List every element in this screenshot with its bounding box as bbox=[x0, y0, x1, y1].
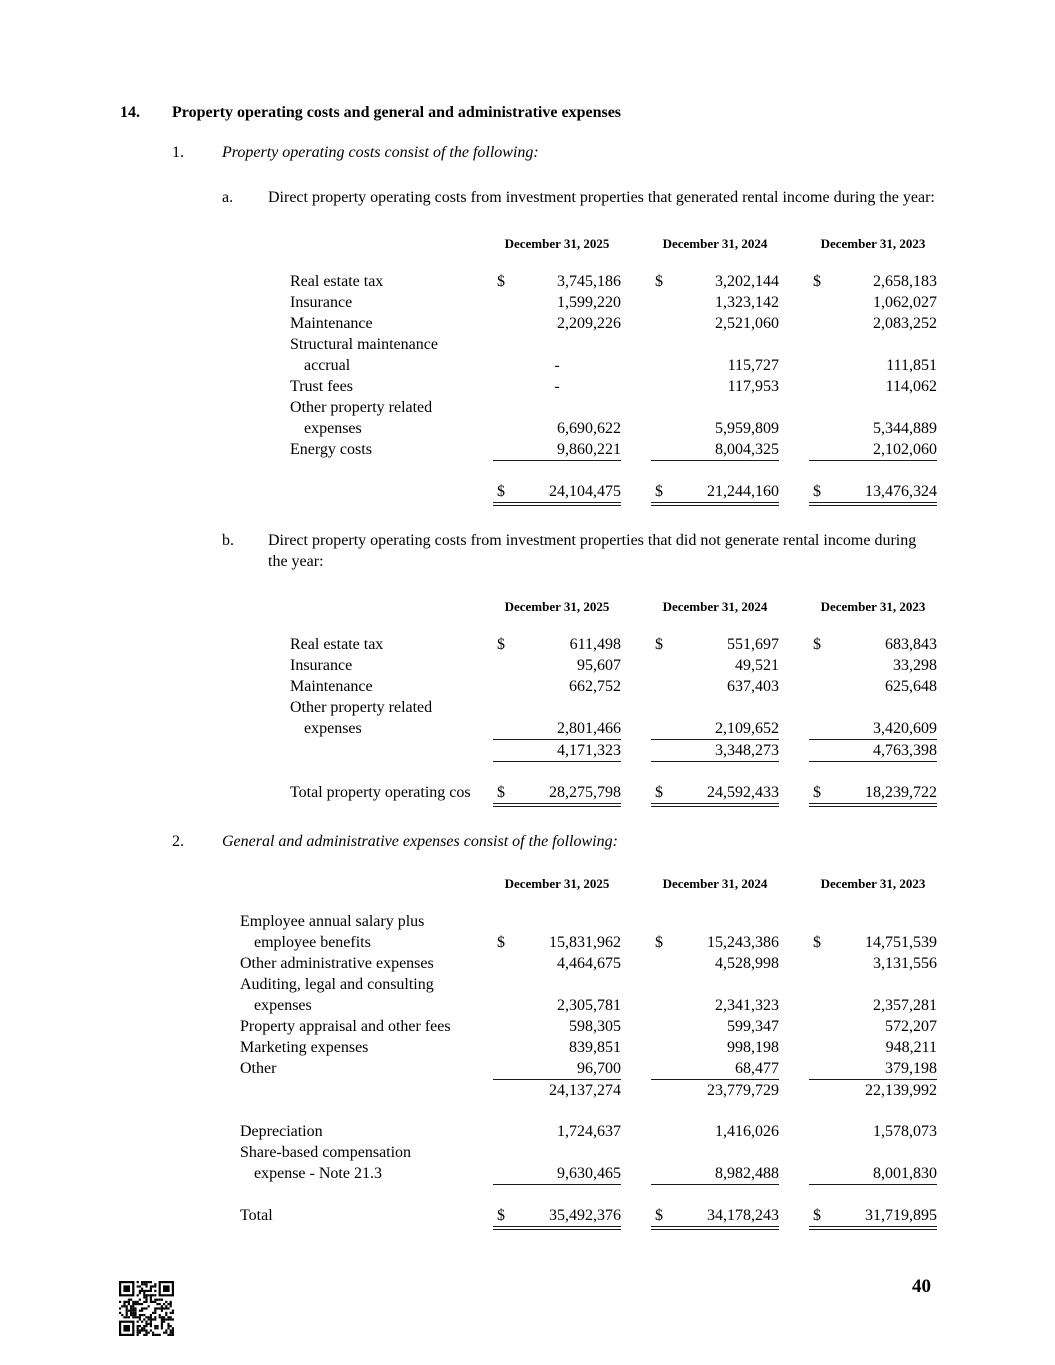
table-non-rental-costs bbox=[290, 596, 1055, 807]
amount-value: 111,851 bbox=[886, 357, 937, 374]
value-cell bbox=[651, 376, 779, 397]
list-letter: b. bbox=[222, 532, 234, 549]
list-item-2 bbox=[172, 831, 1055, 852]
value-cell bbox=[493, 418, 621, 439]
value-cell bbox=[493, 376, 621, 397]
row-label: expenses bbox=[254, 997, 312, 1014]
table-row bbox=[290, 634, 1055, 655]
value-cell bbox=[809, 439, 937, 461]
value-cell bbox=[809, 1080, 937, 1101]
amount-value: 95,607 bbox=[577, 657, 621, 674]
amount-value: 8,001,830 bbox=[873, 1165, 937, 1182]
amount-value: 2,521,060 bbox=[715, 315, 779, 332]
value-cell bbox=[493, 995, 621, 1016]
table-row bbox=[240, 1205, 1055, 1230]
value-cell bbox=[493, 655, 621, 676]
amount-value: 1,062,027 bbox=[873, 294, 937, 311]
amount-value: 9,860,221 bbox=[557, 441, 621, 458]
row-label: Insurance bbox=[290, 294, 353, 311]
amount-value: 598,305 bbox=[569, 1018, 621, 1035]
value-cell bbox=[493, 313, 621, 334]
value-cell bbox=[651, 355, 779, 376]
amount-value: 22,139,992 bbox=[865, 1082, 937, 1099]
amount-value: 3,202,144 bbox=[715, 273, 779, 290]
amount-value: 15,243,386 bbox=[707, 934, 779, 951]
table-row bbox=[240, 1142, 1055, 1163]
row-label: Share-based compensation bbox=[240, 1144, 412, 1161]
value-cell bbox=[651, 271, 779, 292]
amount-value: 2,109,652 bbox=[715, 720, 779, 737]
list-item-text: Direct property operating costs from investment properties that did not generate rental income during the year: bbox=[268, 532, 917, 570]
amount-value: 4,171,323 bbox=[557, 742, 621, 759]
amount-value: 35,492,376 bbox=[549, 1207, 621, 1224]
amount-value: 24,104,475 bbox=[549, 483, 621, 500]
value-cell bbox=[651, 1016, 779, 1037]
value-cell bbox=[809, 995, 937, 1016]
amount-value: 8,982,488 bbox=[715, 1165, 779, 1182]
amount-value: 2,102,060 bbox=[873, 441, 937, 458]
value-cell bbox=[651, 418, 779, 439]
amount-value: 599,347 bbox=[727, 1018, 779, 1035]
table-row bbox=[240, 995, 1055, 1016]
value-cell bbox=[809, 313, 937, 334]
value-cell bbox=[809, 355, 937, 376]
amount-value: 1,416,026 bbox=[715, 1123, 779, 1140]
row-label: accrual bbox=[304, 357, 351, 374]
row-label: Trust fees bbox=[290, 378, 353, 395]
column-header: December 31, 2024 bbox=[662, 236, 768, 251]
value-cell bbox=[493, 1163, 621, 1185]
column-header: December 31, 2023 bbox=[820, 236, 926, 251]
table-header-row bbox=[290, 233, 1055, 254]
currency-symbol: $ bbox=[497, 1207, 505, 1224]
section-heading bbox=[120, 104, 1055, 122]
table-row bbox=[290, 355, 1055, 376]
page-footer bbox=[0, 1276, 1055, 1336]
amount-value: 21,244,160 bbox=[707, 483, 779, 500]
page-number: 40 bbox=[912, 1276, 931, 1297]
table-row bbox=[240, 1016, 1055, 1037]
row-label: Auditing, legal and consulting bbox=[240, 976, 434, 993]
table-row bbox=[290, 418, 1055, 439]
column-header: December 31, 2024 bbox=[662, 876, 768, 891]
row-label: Maintenance bbox=[290, 678, 373, 695]
value-cell bbox=[651, 1058, 779, 1080]
value-cell bbox=[651, 1037, 779, 1058]
currency-symbol: $ bbox=[655, 273, 663, 290]
value-cell bbox=[493, 1037, 621, 1058]
amount-value: 3,745,186 bbox=[557, 273, 621, 290]
table-row bbox=[290, 481, 1055, 506]
amount-value: 611,498 bbox=[569, 636, 621, 653]
list-item-text: General and administrative expenses consist of the following: bbox=[222, 833, 618, 850]
list-item-text: Property operating costs consist of the following: bbox=[222, 144, 539, 161]
amount-value: 9,630,465 bbox=[557, 1165, 621, 1182]
column-header: December 31, 2025 bbox=[504, 236, 610, 251]
table-row bbox=[240, 932, 1055, 953]
currency-symbol: $ bbox=[655, 483, 663, 500]
amount-value: 5,344,889 bbox=[873, 420, 937, 437]
row-label: Marketing expenses bbox=[240, 1039, 369, 1056]
value-cell bbox=[809, 481, 937, 506]
value-cell bbox=[809, 1121, 937, 1142]
value-cell bbox=[809, 932, 937, 953]
value-cell bbox=[809, 271, 937, 292]
value-cell bbox=[809, 1205, 937, 1230]
amount-value: 572,207 bbox=[885, 1018, 937, 1035]
value-cell bbox=[651, 292, 779, 313]
value-cell bbox=[493, 439, 621, 461]
amount-value: 4,464,675 bbox=[557, 955, 621, 972]
amount-value: 2,083,252 bbox=[873, 315, 937, 332]
value-cell bbox=[651, 953, 779, 974]
column-header: December 31, 2025 bbox=[504, 876, 610, 891]
value-cell bbox=[651, 1121, 779, 1142]
row-label: Other property related bbox=[290, 399, 433, 416]
amount-value: 662,752 bbox=[569, 678, 621, 695]
table-row bbox=[240, 1058, 1055, 1080]
table-row bbox=[290, 697, 1055, 718]
row-label: Other bbox=[240, 1060, 277, 1077]
amount-value: 379,198 bbox=[885, 1060, 937, 1077]
value-cell bbox=[651, 676, 779, 697]
amount-value: 1,323,142 bbox=[715, 294, 779, 311]
amount-value: 24,592,433 bbox=[707, 784, 779, 801]
table-row bbox=[240, 1121, 1055, 1142]
table-row bbox=[290, 292, 1055, 313]
value-cell bbox=[493, 1121, 621, 1142]
amount-value: 14,751,539 bbox=[865, 934, 937, 951]
table-row bbox=[290, 376, 1055, 397]
amount-value: 998,198 bbox=[727, 1039, 779, 1056]
value-cell bbox=[809, 1037, 937, 1058]
row-label: Energy costs bbox=[290, 441, 372, 458]
amount-value: 49,521 bbox=[735, 657, 779, 674]
value-cell bbox=[809, 1058, 937, 1080]
table-row bbox=[290, 676, 1055, 697]
amount-value: 24,137,274 bbox=[549, 1082, 621, 1099]
value-cell bbox=[809, 418, 937, 439]
value-cell bbox=[651, 655, 779, 676]
row-label: Employee annual salary plus bbox=[240, 913, 425, 930]
amount-value: 637,403 bbox=[727, 678, 779, 695]
amount-value: 2,658,183 bbox=[873, 273, 937, 290]
amount-value: 2,357,281 bbox=[873, 997, 937, 1014]
value-cell bbox=[651, 439, 779, 461]
amount-value: - bbox=[554, 357, 560, 374]
row-label: Insurance bbox=[290, 657, 353, 674]
value-cell bbox=[809, 740, 937, 762]
table-spacer bbox=[290, 461, 1055, 481]
qr-code-icon bbox=[118, 1281, 175, 1336]
currency-symbol: $ bbox=[813, 273, 821, 290]
amount-value: 15,831,962 bbox=[549, 934, 621, 951]
table-row bbox=[290, 655, 1055, 676]
value-cell bbox=[651, 995, 779, 1016]
currency-symbol: $ bbox=[813, 483, 821, 500]
value-cell bbox=[493, 481, 621, 506]
value-cell bbox=[651, 740, 779, 762]
list-letter: a. bbox=[222, 189, 234, 206]
amount-value: 3,348,273 bbox=[715, 742, 779, 759]
amount-value: 13,476,324 bbox=[865, 483, 937, 500]
amount-value: 117,953 bbox=[727, 378, 779, 395]
currency-symbol: $ bbox=[497, 934, 505, 951]
value-cell bbox=[809, 292, 937, 313]
table-row bbox=[290, 718, 1055, 740]
column-header: December 31, 2024 bbox=[662, 599, 768, 614]
currency-symbol: $ bbox=[497, 273, 505, 290]
table-row bbox=[240, 974, 1055, 995]
amount-value: 1,599,220 bbox=[557, 294, 621, 311]
row-label: Real estate tax bbox=[290, 273, 384, 290]
amount-value: 4,528,998 bbox=[715, 955, 779, 972]
value-cell bbox=[651, 1163, 779, 1185]
list-number: 1. bbox=[172, 144, 184, 161]
value-cell bbox=[651, 1080, 779, 1101]
value-cell bbox=[493, 1058, 621, 1080]
list-item-text: Direct property operating costs from investment properties that generated rental income during the year: bbox=[268, 189, 935, 206]
row-label: expense - Note 21.3 bbox=[254, 1165, 382, 1182]
list-number: 2. bbox=[172, 833, 184, 850]
row-label: Property appraisal and other fees bbox=[240, 1018, 451, 1035]
value-cell bbox=[809, 376, 937, 397]
table-row bbox=[290, 334, 1055, 355]
amount-value: 551,697 bbox=[727, 636, 779, 653]
amount-value: 18,239,722 bbox=[865, 784, 937, 801]
table-spacer bbox=[240, 1101, 1055, 1121]
column-header: December 31, 2023 bbox=[820, 876, 926, 891]
value-cell bbox=[809, 676, 937, 697]
value-cell bbox=[651, 782, 779, 807]
value-cell bbox=[493, 634, 621, 655]
value-cell bbox=[493, 740, 621, 762]
value-cell bbox=[493, 1205, 621, 1230]
value-cell bbox=[651, 481, 779, 506]
section-title: Property operating costs and general and administrative expenses bbox=[172, 104, 622, 121]
value-cell bbox=[651, 634, 779, 655]
table-row bbox=[290, 782, 1055, 807]
value-cell bbox=[809, 1016, 937, 1037]
row-label: employee benefits bbox=[254, 934, 371, 951]
currency-symbol: $ bbox=[497, 483, 505, 500]
amount-value: 3,131,556 bbox=[873, 955, 937, 972]
column-header: December 31, 2025 bbox=[504, 599, 610, 614]
table-row bbox=[290, 439, 1055, 461]
currency-symbol: $ bbox=[813, 1207, 821, 1224]
currency-symbol: $ bbox=[497, 636, 505, 653]
amount-value: 1,724,637 bbox=[557, 1123, 621, 1140]
value-cell bbox=[493, 718, 621, 740]
value-cell bbox=[809, 953, 937, 974]
currency-symbol: $ bbox=[497, 784, 505, 801]
row-label: Maintenance bbox=[290, 315, 373, 332]
amount-value: 948,211 bbox=[885, 1039, 937, 1056]
amount-value: 8,004,325 bbox=[715, 441, 779, 458]
list-item-a bbox=[222, 187, 1055, 208]
row-label: Other administrative expenses bbox=[240, 955, 434, 972]
row-label: Structural maintenance bbox=[290, 336, 438, 353]
amount-value: 2,209,226 bbox=[557, 315, 621, 332]
amount-value: 2,341,323 bbox=[715, 997, 779, 1014]
value-cell bbox=[651, 718, 779, 740]
amount-value: 5,959,809 bbox=[715, 420, 779, 437]
value-cell bbox=[809, 718, 937, 740]
amount-value: 96,700 bbox=[577, 1060, 621, 1077]
table-row bbox=[240, 953, 1055, 974]
value-cell bbox=[809, 782, 937, 807]
amount-value: 28,275,798 bbox=[549, 784, 621, 801]
value-cell bbox=[493, 271, 621, 292]
value-cell bbox=[493, 932, 621, 953]
amount-value: - bbox=[554, 378, 560, 395]
amount-value: 839,851 bbox=[569, 1039, 621, 1056]
table-row bbox=[240, 911, 1055, 932]
list-item-1 bbox=[172, 142, 1055, 163]
amount-value: 2,305,781 bbox=[557, 997, 621, 1014]
value-cell bbox=[493, 292, 621, 313]
amount-value: 68,477 bbox=[735, 1060, 779, 1077]
value-cell bbox=[493, 355, 621, 376]
row-label: expenses bbox=[304, 720, 362, 737]
value-cell bbox=[651, 932, 779, 953]
row-label bbox=[290, 481, 493, 506]
currency-symbol: $ bbox=[813, 636, 821, 653]
table-row bbox=[290, 740, 1055, 762]
currency-symbol: $ bbox=[655, 1207, 663, 1224]
value-cell bbox=[493, 676, 621, 697]
value-cell bbox=[809, 1163, 937, 1185]
amount-value: 6,690,622 bbox=[557, 420, 621, 437]
row-label: Real estate tax bbox=[290, 636, 384, 653]
table-header-row bbox=[240, 873, 1055, 894]
row-label: Depreciation bbox=[240, 1123, 323, 1140]
value-cell bbox=[809, 655, 937, 676]
amount-value: 115,727 bbox=[727, 357, 779, 374]
currency-symbol: $ bbox=[655, 784, 663, 801]
value-cell bbox=[651, 313, 779, 334]
amount-value: 1,578,073 bbox=[873, 1123, 937, 1140]
table-spacer bbox=[290, 762, 1055, 782]
value-cell bbox=[493, 782, 621, 807]
column-header: December 31, 2023 bbox=[820, 599, 926, 614]
amount-value: 2,801,466 bbox=[557, 720, 621, 737]
row-label: Total bbox=[240, 1207, 273, 1224]
table-general-admin-expenses bbox=[240, 873, 1055, 1230]
amount-value: 31,719,895 bbox=[865, 1207, 937, 1224]
value-cell bbox=[493, 1080, 621, 1101]
currency-symbol: $ bbox=[655, 636, 663, 653]
amount-value: 23,779,729 bbox=[707, 1082, 779, 1099]
row-label bbox=[240, 1080, 493, 1101]
table-generated-rental-costs bbox=[290, 233, 1055, 506]
amount-value: 683,843 bbox=[885, 636, 937, 653]
table-row bbox=[240, 1163, 1055, 1185]
currency-symbol: $ bbox=[813, 934, 821, 951]
amount-value: 4,763,398 bbox=[873, 742, 937, 759]
row-label bbox=[290, 740, 493, 762]
amount-value: 3,420,609 bbox=[873, 720, 937, 737]
table-row bbox=[290, 313, 1055, 334]
row-label: Other property related bbox=[290, 699, 433, 716]
section-number: 14. bbox=[120, 104, 140, 121]
value-cell bbox=[493, 1016, 621, 1037]
table-row bbox=[240, 1080, 1055, 1101]
currency-symbol: $ bbox=[813, 784, 821, 801]
value-cell bbox=[809, 634, 937, 655]
amount-value: 33,298 bbox=[893, 657, 937, 674]
table-row bbox=[290, 397, 1055, 418]
value-cell bbox=[493, 953, 621, 974]
currency-symbol: $ bbox=[655, 934, 663, 951]
amount-value: 34,178,243 bbox=[707, 1207, 779, 1224]
row-label: expenses bbox=[304, 420, 362, 437]
list-item-b bbox=[222, 530, 1055, 572]
value-cell bbox=[651, 1205, 779, 1230]
amount-value: 114,062 bbox=[885, 378, 937, 395]
row-label: Total property operating cos bbox=[290, 784, 471, 801]
table-row bbox=[240, 1037, 1055, 1058]
table-header-row bbox=[290, 596, 1055, 617]
amount-value: 625,648 bbox=[885, 678, 937, 695]
table-row bbox=[290, 271, 1055, 292]
table-spacer bbox=[240, 1185, 1055, 1205]
